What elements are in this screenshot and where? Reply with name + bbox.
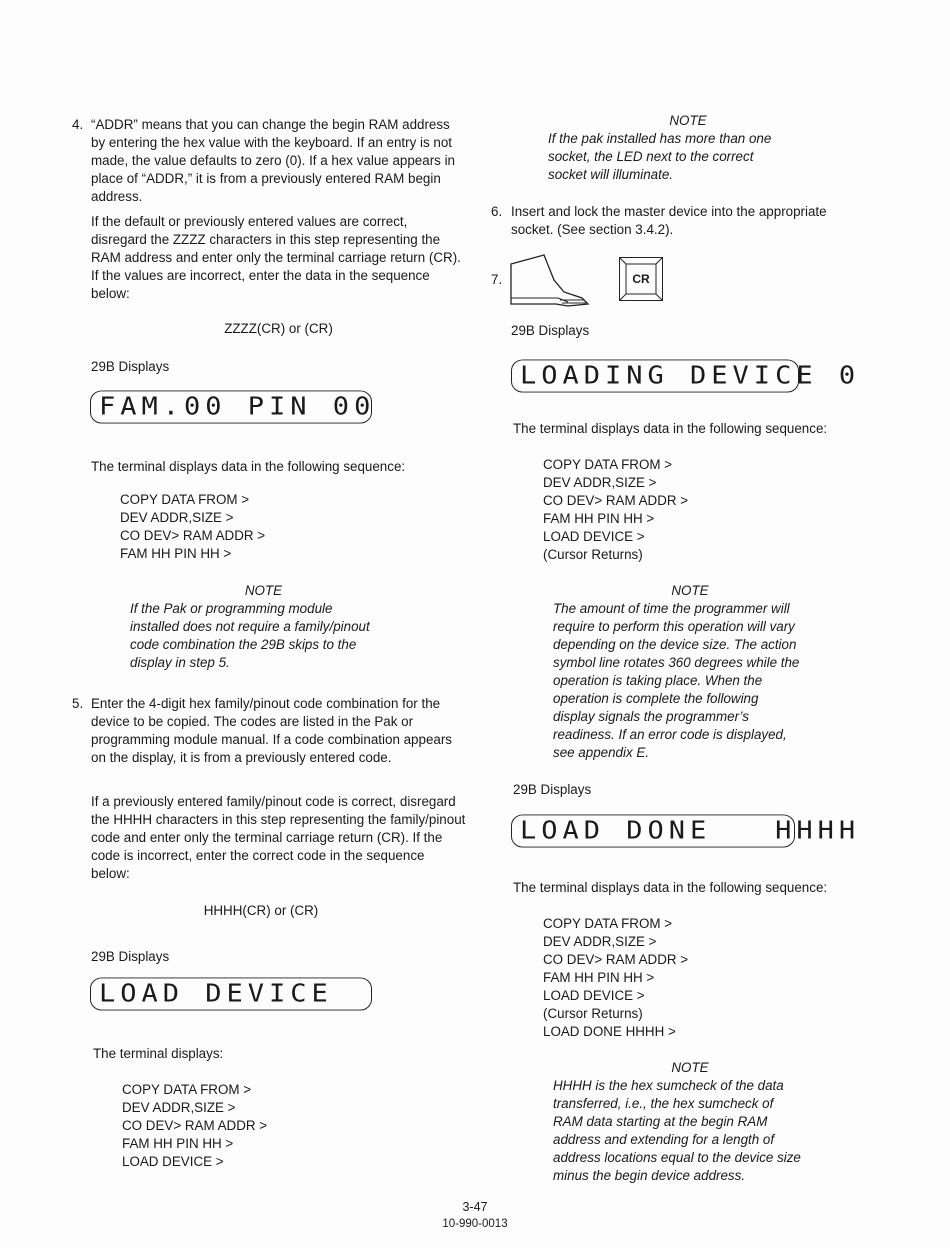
step-4-number: 4. bbox=[72, 117, 84, 132]
note-line: If the Pak or programming module bbox=[130, 601, 333, 616]
step-6-number: 6. bbox=[491, 204, 503, 219]
note-line: display signals the programmer’s bbox=[553, 709, 749, 724]
sequence-line: DEV ADDR,SIZE > bbox=[120, 510, 234, 525]
step-7-sequence-2 bbox=[543, 915, 688, 1041]
lcd-display-load-device: LOAD DEVICE bbox=[90, 977, 372, 1010]
step-7-note-2-heading: NOTE bbox=[671, 1060, 709, 1075]
sequence-line: FAM HH PIN HH > bbox=[122, 1136, 234, 1151]
sequence-line: LOAD DONE HHHH > bbox=[543, 1024, 676, 1039]
step-5-paragraph-2: If a previously entered family/pinout code is correct, disregard the HHHH characters in this step representing the family/pinout code and enter only the terminal carriage return (CR). If the code is incorrect, enter the correct code in the sequence below: bbox=[91, 794, 466, 881]
sequence-line: (Cursor Returns) bbox=[543, 547, 643, 562]
sequence-line: CO DEV> RAM ADDR > bbox=[543, 493, 689, 508]
sequence-line: DEV ADDR,SIZE > bbox=[543, 934, 657, 949]
step-4-sequence-intro: The terminal displays data in the following sequence: bbox=[91, 459, 406, 474]
top-note-body bbox=[548, 130, 771, 184]
step-4-sequence bbox=[120, 491, 265, 563]
note-line: installed does not require a family/pinout bbox=[130, 619, 370, 634]
sequence-line: DEV ADDR,SIZE > bbox=[122, 1100, 236, 1115]
page-number: 3-47 bbox=[462, 1200, 488, 1214]
sequence-line: LOAD DEVICE > bbox=[543, 988, 645, 1003]
step-5-sequence bbox=[122, 1081, 267, 1171]
note-line: RAM data starting at the begin RAM bbox=[553, 1114, 768, 1129]
note-line: HHHH is the hex sumcheck of the data bbox=[553, 1078, 784, 1093]
step-6-text: Insert and lock the master device into the appropriate socket. (See section 3.4.2). bbox=[511, 204, 827, 237]
step-4-paragraph-2: If the default or previously entered values are correct, disregard the ZZZZ characters in this step representing the RAM address and enter only the terminal carriage return (CR). If the values are incorrect, enter the data in the sequence below: bbox=[91, 214, 461, 301]
step-7-displays-label: 29B Displays bbox=[511, 323, 590, 338]
note-line: If the pak installed has more than one bbox=[548, 131, 772, 146]
note-line: operation is complete the following bbox=[553, 691, 759, 706]
note-line: depending on the device size. The action bbox=[553, 637, 797, 652]
note-line: address and extending for a length of bbox=[553, 1132, 775, 1147]
step-4-note-body bbox=[130, 600, 370, 672]
note-line: socket, the LED next to the correct bbox=[548, 149, 754, 164]
sequence-line: COPY DATA FROM > bbox=[120, 492, 250, 507]
step-5-entry: HHHH(CR) or (CR) bbox=[203, 903, 319, 918]
step-7-note-body bbox=[553, 600, 799, 762]
note-line: see appendix E. bbox=[553, 745, 650, 760]
hand-pressing-key-icon bbox=[508, 254, 594, 310]
step-7-displays-label-2: 29B Displays bbox=[513, 782, 592, 797]
lcd-display-fam-pin: FAM.00 PIN 00 bbox=[90, 390, 372, 423]
sequence-line: CO DEV> RAM ADDR > bbox=[543, 952, 689, 967]
step-4-note-heading: NOTE bbox=[244, 583, 283, 598]
step-4-paragraph-1: “ADDR” means that you can change the begin RAM address by entering the hex value with the keyboard. If an entry is not made, the value defaults to zero (0). If a hex value appears in place of “ADDR,” it is from a previously entered RAM begin address. bbox=[91, 117, 455, 204]
sequence-line: FAM HH PIN HH > bbox=[543, 970, 655, 985]
step-7-note-2-body bbox=[553, 1077, 801, 1185]
note-line: require to perform this operation will vary bbox=[553, 619, 795, 634]
sequence-line: LOAD DEVICE > bbox=[122, 1154, 224, 1169]
step-5-paragraph-1: Enter the 4-digit hex family/pinout code combination for the device to be copied. The codes are listed in the Pak or programming module manual. If a code combination appears on the display, it is from a previously entered code. bbox=[91, 696, 453, 765]
note-line: address locations equal to the device size bbox=[553, 1150, 801, 1165]
step-7-number: 7. bbox=[491, 272, 503, 287]
sequence-line: (Cursor Returns) bbox=[543, 1006, 643, 1021]
sequence-line: COPY DATA FROM > bbox=[543, 457, 673, 472]
sequence-line: COPY DATA FROM > bbox=[543, 916, 673, 931]
step-5-displays-label: 29B Displays bbox=[91, 949, 170, 964]
top-note-heading: NOTE bbox=[669, 113, 707, 128]
lcd-display-load-done: LOAD DONE HHHH bbox=[511, 814, 795, 847]
step-7-note-heading: NOTE bbox=[671, 583, 709, 598]
sequence-line: FAM HH PIN HH > bbox=[120, 546, 232, 561]
step-4-entry: ZZZZ(CR) or (CR) bbox=[224, 321, 333, 336]
note-line: The amount of time the programmer will bbox=[553, 601, 790, 616]
cr-key-icon bbox=[619, 257, 663, 301]
note-line: display in step 5. bbox=[130, 655, 230, 670]
note-line: readiness. If an error code is displayed, bbox=[553, 727, 787, 742]
note-line: code combination the 29B skips to the bbox=[130, 637, 357, 652]
step-7-sequence-intro-2: The terminal displays data in the following sequence: bbox=[513, 880, 828, 895]
note-line: symbol line rotates 360 degrees while the bbox=[553, 655, 800, 670]
note-line: transferred, i.e., the hex sumcheck of bbox=[553, 1096, 774, 1111]
step-5-number: 5. bbox=[72, 696, 84, 711]
sequence-line: COPY DATA FROM > bbox=[122, 1082, 252, 1097]
sequence-line: CO DEV> RAM ADDR > bbox=[122, 1118, 268, 1133]
document-number: 10-990-0013 bbox=[442, 1218, 508, 1230]
sequence-line: FAM HH PIN HH > bbox=[543, 511, 655, 526]
sequence-line: DEV ADDR,SIZE > bbox=[543, 475, 657, 490]
sequence-line: LOAD DEVICE > bbox=[543, 529, 645, 544]
step-4-displays-label: 29B Displays bbox=[91, 359, 170, 374]
note-line: operation is taking place. When the bbox=[553, 673, 763, 688]
step-7-sequence-intro: The terminal displays data in the following sequence: bbox=[513, 421, 828, 436]
note-line: socket will illuminate. bbox=[548, 167, 674, 182]
note-line: minus the begin device address. bbox=[553, 1168, 746, 1183]
cr-key-label: CR bbox=[632, 272, 650, 286]
lcd-display-loading-device: LOADING DEVICE 0 bbox=[511, 359, 799, 392]
step-5-sequence-intro: The terminal displays: bbox=[93, 1046, 224, 1061]
sequence-line: CO DEV> RAM ADDR > bbox=[120, 528, 266, 543]
step-7-sequence bbox=[543, 456, 688, 564]
